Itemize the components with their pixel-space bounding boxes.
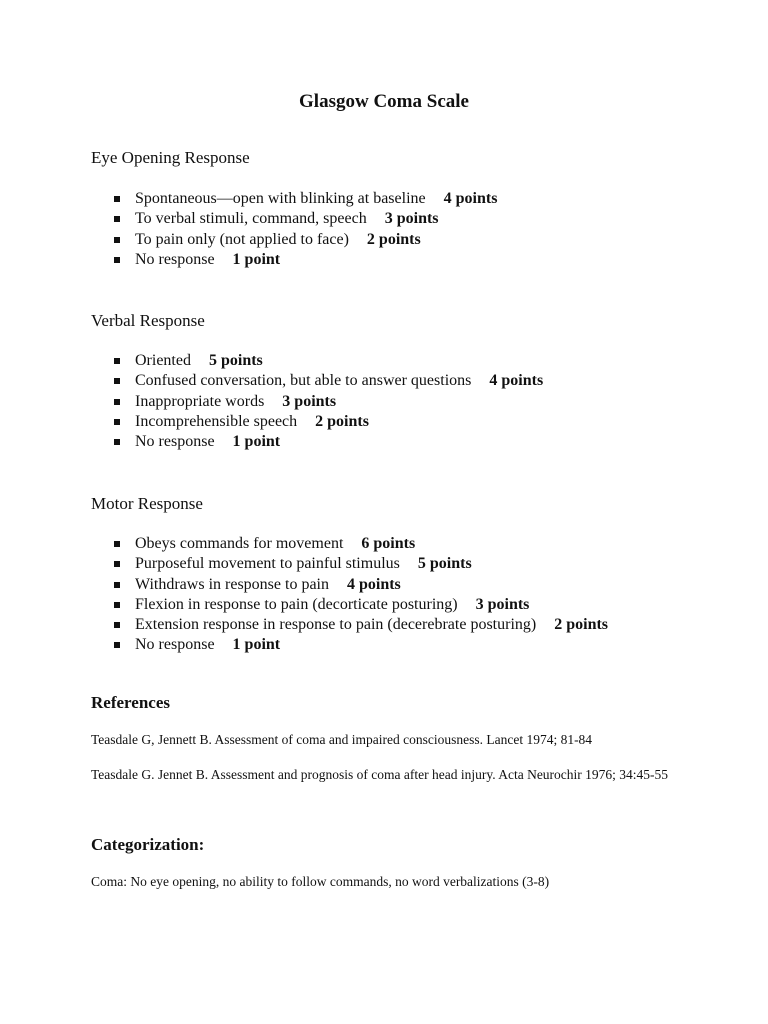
- list-item: [110, 615, 608, 635]
- square-bullet-icon: [114, 541, 120, 547]
- list-item: [110, 189, 497, 209]
- list-item: [110, 554, 608, 574]
- square-bullet-icon: [114, 419, 120, 425]
- square-bullet-icon: [114, 257, 120, 263]
- square-bullet-icon: [114, 237, 120, 243]
- item-points: 5 points: [417, 555, 472, 573]
- square-bullet-icon: [114, 622, 120, 628]
- list-item: [110, 575, 608, 595]
- list-item: [110, 595, 608, 615]
- item-points: 4 points: [346, 575, 401, 593]
- item-text: No response: [135, 636, 215, 654]
- page-title: Glasgow Coma Scale: [299, 91, 469, 112]
- list-item: [110, 250, 497, 270]
- item-points: 2 points: [554, 616, 609, 634]
- square-bullet-icon: [114, 399, 120, 405]
- item-points: 3 points: [475, 595, 530, 613]
- item-text: Purposeful movement to painful stimulus: [135, 555, 400, 573]
- reference-entry: Teasdale G, Jennett B. Assessment of coma and impaired consciousness. Lancet 1974; 81-84: [91, 732, 593, 747]
- item-text: No response: [135, 433, 215, 451]
- item-points: 2 points: [315, 412, 369, 430]
- item-points: 5 points: [208, 352, 263, 369]
- verbal-response-list: [110, 351, 543, 452]
- list-item: [110, 230, 497, 250]
- eye-response-heading: Eye Opening Response: [91, 148, 250, 167]
- list-item: [110, 209, 497, 229]
- verbal-response-heading: Verbal Response: [91, 311, 205, 330]
- square-bullet-icon: [114, 358, 120, 364]
- motor-response-list: [110, 534, 608, 656]
- references-heading: References: [91, 693, 170, 712]
- list-item: [110, 351, 543, 371]
- item-points: 4 points: [489, 372, 544, 390]
- item-points: 1 point: [232, 636, 281, 654]
- square-bullet-icon: [114, 378, 120, 384]
- item-text: Oriented: [135, 352, 191, 369]
- square-bullet-icon: [114, 561, 120, 567]
- square-bullet-icon: [114, 439, 120, 445]
- item-points: 6 points: [361, 535, 416, 552]
- list-item: [110, 412, 543, 432]
- item-points: 4 points: [443, 190, 498, 207]
- item-text: Spontaneous—open with blinking at baseline: [135, 190, 426, 207]
- item-text: Extension response in response to pain (decerebrate posturing): [135, 616, 537, 634]
- item-points: 2 points: [366, 230, 421, 248]
- item-text: Flexion in response to pain (decorticate posturing): [135, 595, 458, 613]
- item-points: 1 point: [232, 433, 281, 451]
- list-item: [110, 371, 543, 391]
- list-item: [110, 392, 543, 412]
- item-text: Withdraws in response to pain: [135, 575, 329, 593]
- list-item: [110, 635, 608, 655]
- motor-response-heading: Motor Response: [91, 494, 203, 513]
- square-bullet-icon: [114, 216, 120, 222]
- list-item: [110, 534, 608, 554]
- item-text: To verbal stimuli, command, speech: [135, 210, 367, 228]
- item-points: 3 points: [282, 392, 337, 410]
- square-bullet-icon: [114, 196, 120, 202]
- item-text: To pain only (not applied to face): [135, 230, 349, 248]
- item-text: Obeys commands for movement: [135, 535, 344, 552]
- item-points: 1 point: [232, 250, 281, 268]
- list-item: [110, 432, 543, 452]
- item-text: No response: [135, 250, 215, 268]
- square-bullet-icon: [114, 642, 120, 648]
- item-text: Inappropriate words: [135, 392, 265, 410]
- reference-entry: Teasdale G. Jennet B. Assessment and prognosis of coma after head injury. Acta Neurochir 1976; 34:45-55: [91, 767, 669, 782]
- eye-response-list: [110, 189, 497, 270]
- item-text: Incomprehensible speech: [135, 412, 298, 430]
- item-text: Confused conversation, but able to answer questions: [135, 372, 472, 390]
- square-bullet-icon: [114, 602, 120, 608]
- categorization-text: Coma: No eye opening, no ability to follow commands, no word verbalizations (3-8): [91, 874, 550, 889]
- item-points: 3 points: [384, 210, 439, 228]
- square-bullet-icon: [114, 582, 120, 588]
- categorization-heading: Categorization:: [91, 835, 205, 854]
